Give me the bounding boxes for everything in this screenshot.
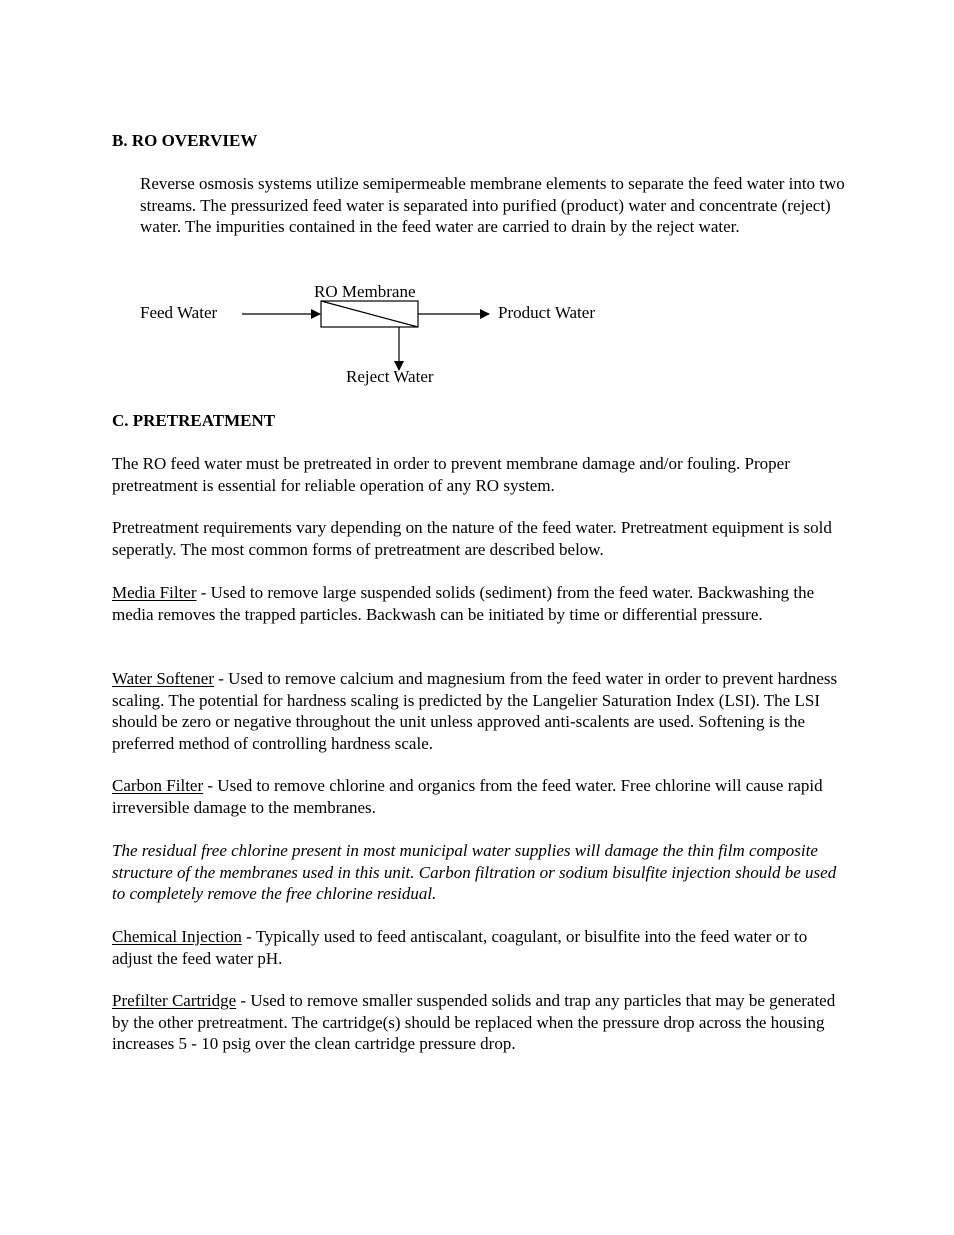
chemical-injection-description: - Typically used to feed antiscalant, coagulant, or bisulfite into the feed water or to adjust the feed water pH. <box>112 927 808 968</box>
prefilter-cartridge-description: - Used to remove smaller suspended solids and trap any particles that may be generated by the other pretreatment. The cartridge(s) should be replaced when the pressure drop across the housing increases 5 - 10 psig over the clean cartridge pressure drop. <box>112 991 836 1054</box>
ro-overview-paragraph: Reverse osmosis systems utilize semipermeable membrane elements to separate the feed water into two streams. The pressurized feed water is separated into purified (product) water and concentrate (reject) water. The impurities contained in the feed water are carried to drain by the reject water. <box>140 174 845 237</box>
ro-flow-diagram-graphic <box>0 270 954 400</box>
pretreatment-intro-1: The RO feed water must be pretreated in order to prevent membrane damage and/or fouling. Proper pretreatment is essential for reliable operation of any RO system. <box>112 454 790 495</box>
media-filter-item <box>112 582 847 625</box>
carbon-filter-item <box>112 775 847 818</box>
chemical-injection-term: Chemical Injection <box>112 927 242 946</box>
prefilter-cartridge-term: Prefilter Cartridge <box>112 991 237 1010</box>
product-water-label: Product Water <box>498 303 595 322</box>
prefilter-cartridge-item <box>112 990 847 1055</box>
media-filter-description: - Used to remove large suspended solids (sediment) from the feed water. Backwashing the media removes the trapped particles. Backwash can be initiated by time or differential pressure. <box>112 583 815 624</box>
water-softener-description: - Used to remove calcium and magnesium from the feed water in order to prevent hardness scaling. The potential for hardness scaling is predicted by the Langelier Saturation Index (LSI). The LSI should be zero or negative throughout the unit unless approved anti-scalents are used. Softening is the preferred method of controlling hardness scale. <box>112 669 838 753</box>
section-heading-ro-overview: B. RO OVERVIEW <box>112 131 258 150</box>
carbon-filter-description: - Used to remove chlorine and organics from the feed water. Free chlorine will cause rapid irreversible damage to the membranes. <box>112 776 823 817</box>
membrane-label: RO Membrane <box>314 282 416 301</box>
carbon-filter-term: Carbon Filter <box>112 776 204 795</box>
water-softener-item <box>112 668 847 754</box>
pretreatment-intro-2: Pretreatment requirements vary depending on the nature of the feed water. Pretreatment equipment is sold seperatly. The most common forms of pretreatment are described below. <box>112 518 832 559</box>
feed-water-label: Feed Water <box>140 303 218 322</box>
chemical-injection-item <box>112 926 847 969</box>
chlorine-warning-note: The residual free chlorine present in most municipal water supplies will damage the thin film composite structure of the membranes used in this unit. Carbon filtration or sodium bisulfite injection should be used to completely remove the free chlorine residual. <box>112 841 837 904</box>
media-filter-term: Media Filter <box>112 583 197 602</box>
section-heading-pretreatment: C. PRETREATMENT <box>112 411 276 430</box>
membrane-diagonal <box>321 301 418 327</box>
reject-water-label: Reject Water <box>346 367 434 386</box>
ro-flow-diagram <box>0 270 954 400</box>
water-softener-term: Water Softener <box>112 669 214 688</box>
